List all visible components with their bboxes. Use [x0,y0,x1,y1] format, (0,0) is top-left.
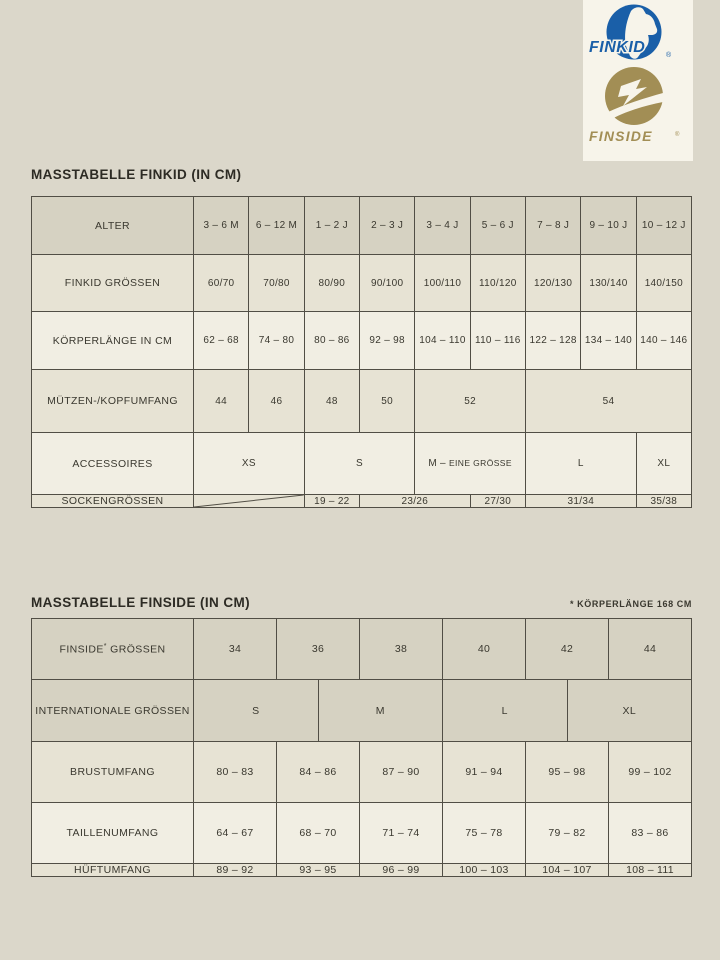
table-cell: 52 [415,370,526,433]
table-cell: 2 – 3 J [359,197,414,255]
table-cell: 80/90 [304,255,359,312]
table-cell: 19 – 22 [304,495,359,508]
table-cell: 54 [525,370,691,433]
finside-registered-icon: ® [675,132,680,138]
finside-table-title: MASSTABELLE FINSIDE (IN CM) [31,595,251,610]
row-label: FINKID GRÖSSEN [32,255,194,312]
table-cell: 104 – 110 [415,312,470,370]
row-label: TAILLENUMFANG [32,803,194,864]
table-cell: 64 – 67 [194,803,277,864]
table-cell: 91 – 94 [443,742,526,803]
finside-logo [589,67,680,144]
table-row [32,370,692,433]
finkid-wordmark: FINKID [589,39,646,56]
table-cell: 89 – 92 [194,864,277,877]
table-row [32,619,692,680]
table-cell: 79 – 82 [526,803,609,864]
table-cell: 71 – 74 [360,803,443,864]
table-cell [415,433,526,495]
table-cell: 87 – 90 [360,742,443,803]
table-cell [194,495,305,508]
table-cell: 99 – 102 [609,742,692,803]
row-label: INTERNATIONALE GRÖSSEN [32,680,194,742]
table-cell: 110 – 116 [470,312,525,370]
table-cell: 31/34 [525,495,636,508]
finkid-size-table [31,196,692,508]
row-label: BRUSTUMFANG [32,742,194,803]
table-cell: 134 – 140 [581,312,636,370]
table-cell: 7 – 8 J [525,197,580,255]
table-cell: 80 – 83 [194,742,277,803]
table-cell: 6 – 12 M [249,197,304,255]
table-cell: 3 – 6 M [194,197,249,255]
finkid-table-title: MASSTABELLE FINKID (IN CM) [31,167,242,182]
table-row [32,197,692,255]
table-row [32,495,692,508]
cell-text-small: EINE GRÖSSE [448,458,512,468]
table-row [32,742,692,803]
table-cell: M [318,680,443,742]
table-cell: 34 [194,619,277,680]
finside-size-table [31,618,692,877]
table-cell: 95 – 98 [526,742,609,803]
finkid-registered-icon: ® [666,52,672,59]
table-cell: 46 [249,370,304,433]
table-cell: 38 [360,619,443,680]
table-cell: 1 – 2 J [304,197,359,255]
finside-wordmark: FINSIDE [589,128,653,144]
table-cell: XS [194,433,305,495]
table-cell: 92 – 98 [359,312,414,370]
table-cell: 27/30 [470,495,525,508]
brand-logos [583,0,693,161]
table-cell: 3 – 4 J [415,197,470,255]
table-cell: L [525,433,636,495]
table-cell: 140 – 146 [636,312,691,370]
finkid-logo [589,5,672,60]
table-cell: 130/140 [581,255,636,312]
footnote-marker: * [103,642,107,650]
table-cell: 10 – 12 J [636,197,691,255]
table-cell: 100/110 [415,255,470,312]
table-cell: 9 – 10 J [581,197,636,255]
brand-logo-card [583,0,693,161]
table-cell: 93 – 95 [277,864,360,877]
table-cell: 23/26 [359,495,470,508]
table-cell: 44 [609,619,692,680]
table-cell: 36 [277,619,360,680]
finside-section-header [31,595,692,610]
table-cell: 35/38 [636,495,691,508]
table-cell: 122 – 128 [525,312,580,370]
table-cell: 100 – 103 [443,864,526,877]
table-cell: 80 – 86 [304,312,359,370]
table-cell: 83 – 86 [609,803,692,864]
table-row [32,803,692,864]
table-cell: 90/100 [359,255,414,312]
table-row [32,680,692,742]
table-cell: 104 – 107 [526,864,609,877]
row-label: KÖRPERLÄNGE IN CM [32,312,194,370]
table-cell: 42 [526,619,609,680]
row-label: FINSIDE* GRÖSSEN [32,619,194,680]
row-label: MÜTZEN-/KOPFUMFANG [32,370,194,433]
table-cell: 70/80 [249,255,304,312]
table-cell: 140/150 [636,255,691,312]
finside-footnote: * KÖRPERLÄNGE 168 CM [569,599,692,609]
table-cell: 5 – 6 J [470,197,525,255]
row-label: ALTER [32,197,194,255]
row-label: HÜFTUMFANG [32,864,194,877]
table-row [32,255,692,312]
table-cell: 48 [304,370,359,433]
table-cell: 62 – 68 [194,312,249,370]
table-cell: 60/70 [194,255,249,312]
table-cell: L [443,680,568,742]
table-row [32,864,692,877]
table-cell: 75 – 78 [443,803,526,864]
table-row [32,312,692,370]
table-cell: 68 – 70 [277,803,360,864]
table-cell: 110/120 [470,255,525,312]
table-cell: 84 – 86 [277,742,360,803]
table-cell: 108 – 111 [609,864,692,877]
row-label: ACCESSOIRES [32,433,194,495]
table-cell: XL [636,433,691,495]
table-cell: 74 – 80 [249,312,304,370]
table-cell: 44 [194,370,249,433]
table-row [32,433,692,495]
table-cell: XL [567,680,692,742]
table-cell: 96 – 99 [360,864,443,877]
table-cell: 50 [359,370,414,433]
row-label: SOCKENGRÖSSEN [32,495,194,508]
diagonal-strikethrough-icon [194,495,304,507]
table-cell: S [194,680,319,742]
table-cell: 120/130 [525,255,580,312]
cell-text: M – [428,458,449,469]
table-cell: S [304,433,415,495]
table-cell: 40 [443,619,526,680]
